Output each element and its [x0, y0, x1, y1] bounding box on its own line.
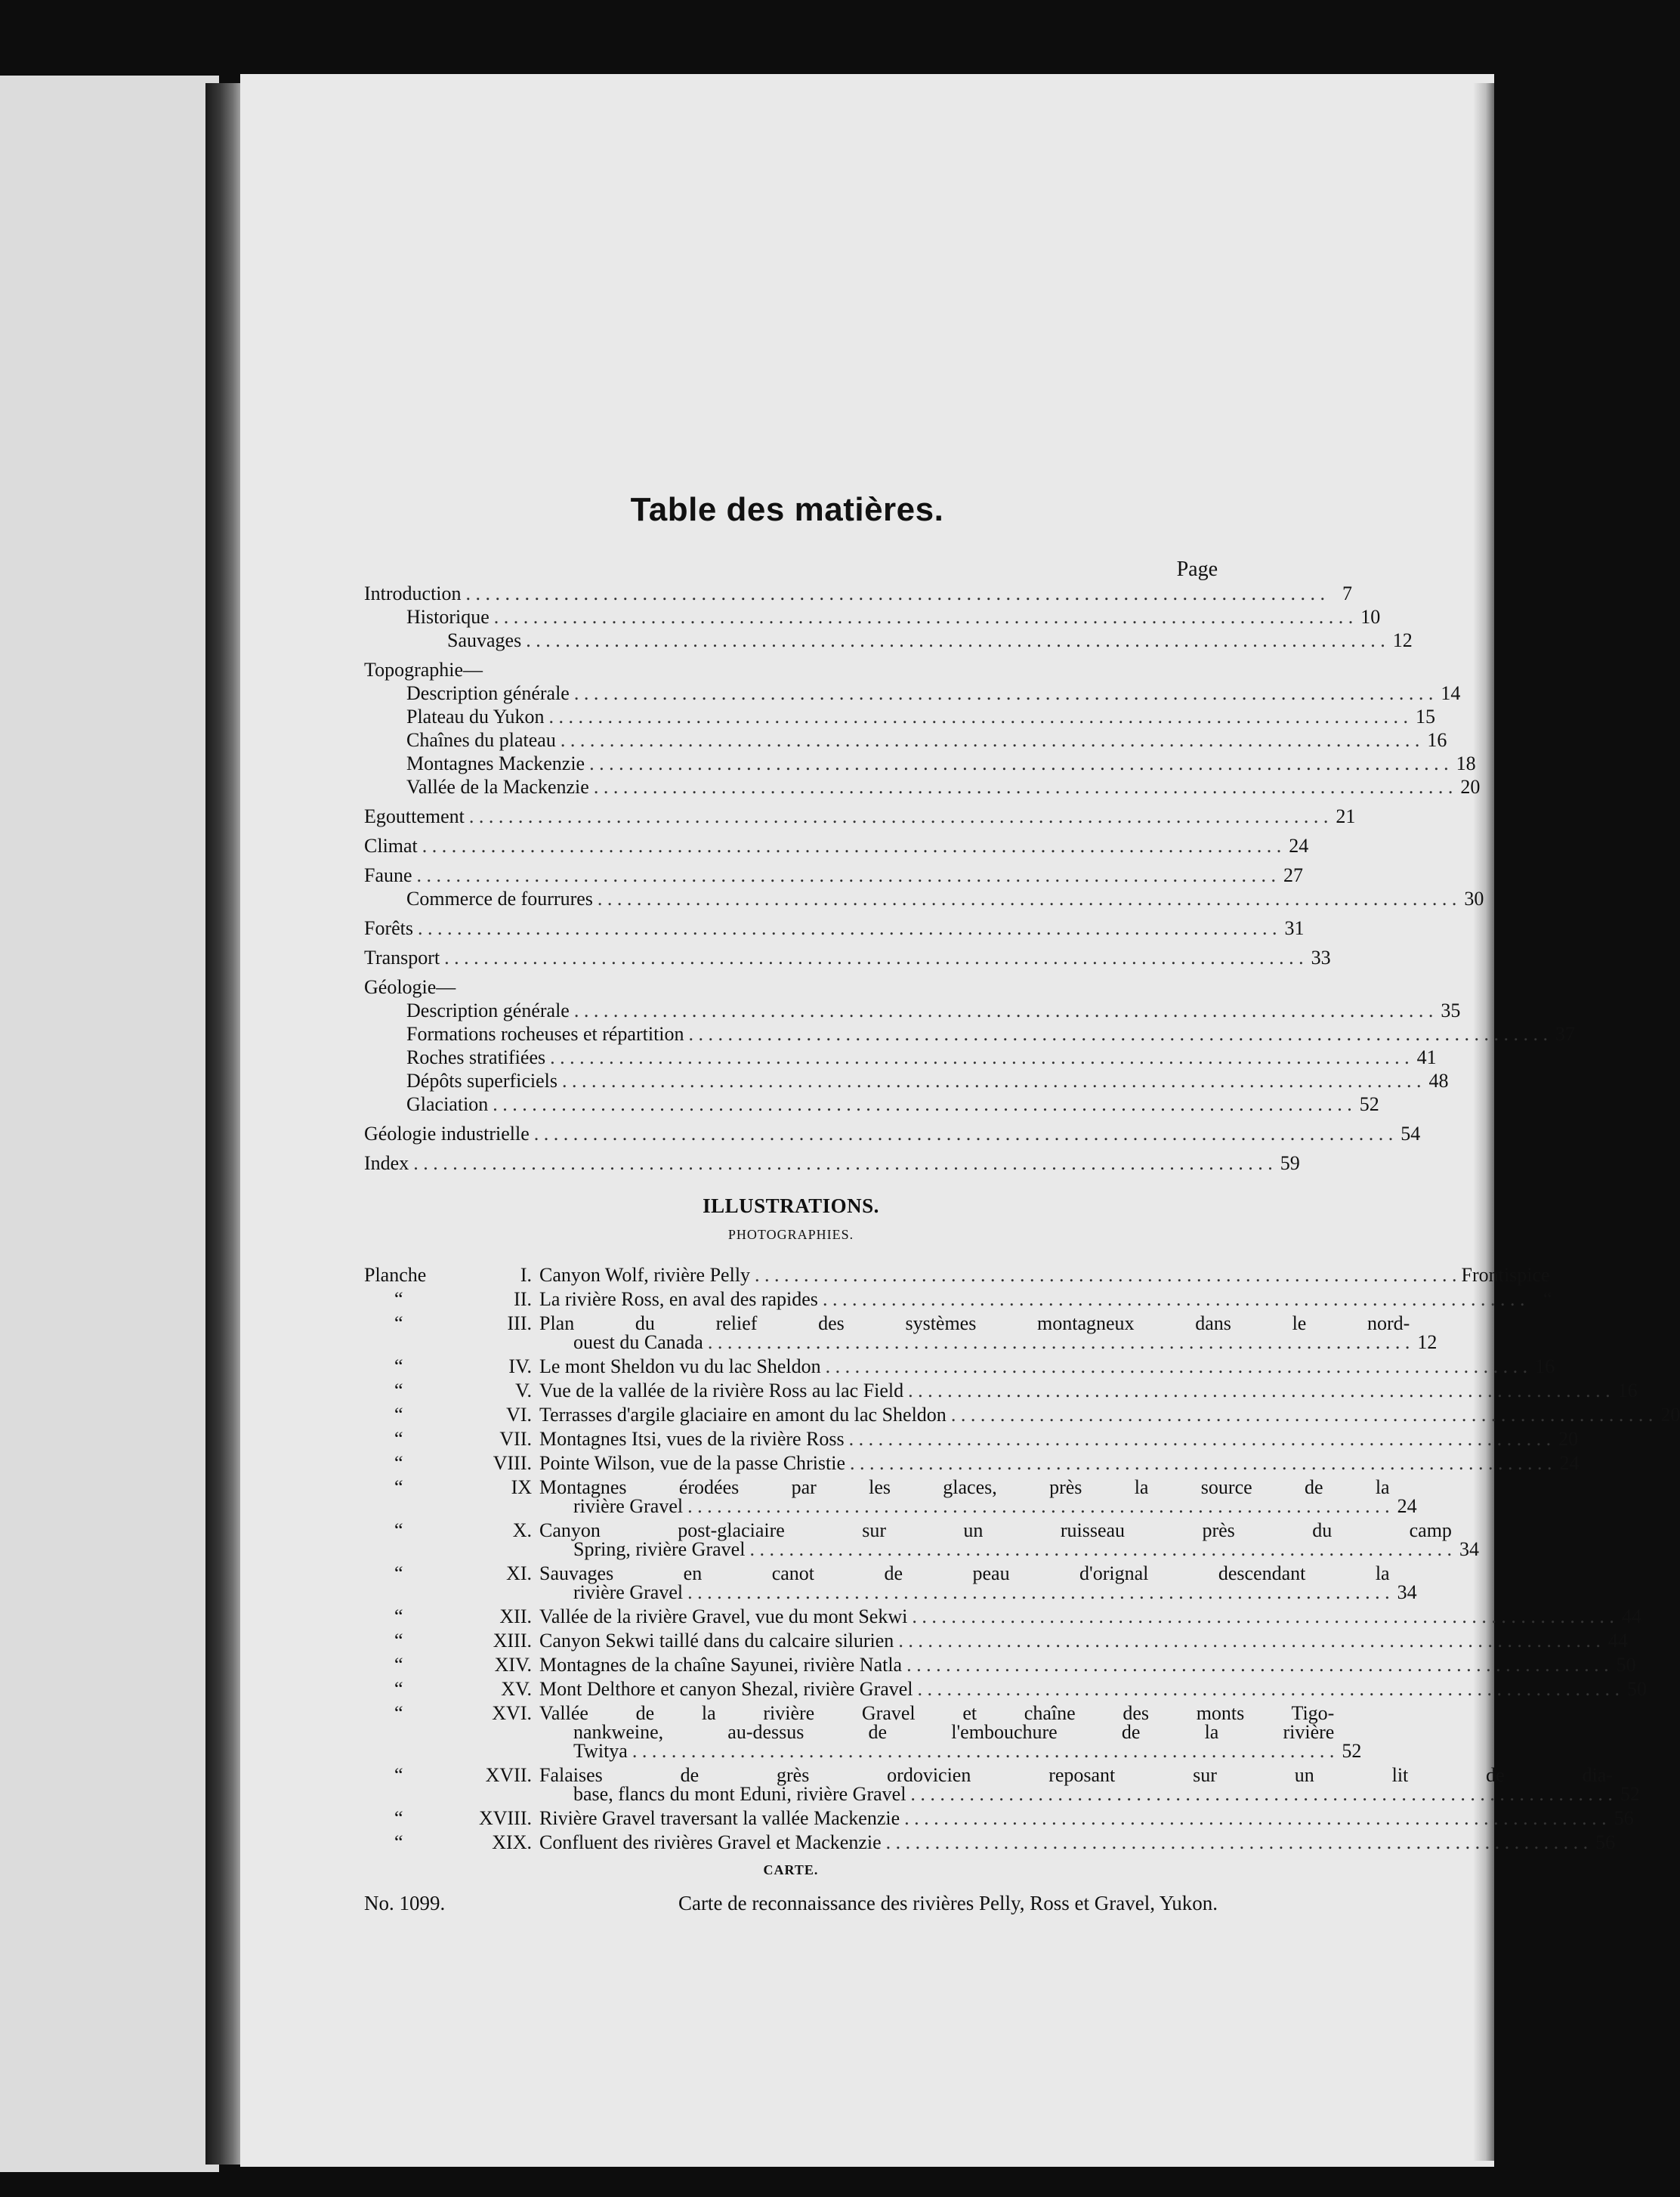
toc-entry — [364, 681, 1461, 705]
plate-caption-line — [539, 1314, 1437, 1333]
plate-number: V. — [515, 1380, 532, 1401]
plate-caption-line — [539, 1583, 1417, 1602]
table-of-contents — [364, 491, 1680, 1915]
plate-caption — [539, 1564, 1417, 1602]
toc-entry — [364, 864, 1304, 887]
plate-caption-text: Montagnes érodées par les glaces, près la source de la — [539, 1476, 1390, 1498]
illustrations-header: ILLUSTRATIONS. — [703, 1194, 879, 1217]
plate-caption-line — [539, 1333, 1437, 1352]
plate-prefix: “ — [394, 1605, 403, 1627]
plate-caption-text: Twitya — [573, 1740, 628, 1762]
plate-prefix: “ — [394, 1404, 403, 1426]
dot-leader — [589, 752, 1449, 775]
plate-page: 50 — [1627, 1678, 1648, 1700]
plate-prefix: “ — [394, 1562, 403, 1584]
spacer — [364, 1116, 1218, 1122]
toc-entry-label: Egouttement — [364, 805, 465, 827]
plate-caption — [539, 1521, 1479, 1559]
plate-caption-text: ouest du Canada — [573, 1331, 703, 1353]
plate-caption — [539, 1809, 1634, 1828]
plate-number: XIV. — [494, 1654, 532, 1676]
toc-entry-page: 18 — [1456, 752, 1476, 774]
plate-prefix: “ — [394, 1288, 403, 1310]
plate-number: III. — [507, 1312, 532, 1334]
plate-prefix: “ — [394, 1519, 403, 1541]
dot-leader — [466, 582, 1326, 605]
plate-caption-text: Vallée de la rivière Gravel et chaîne des monts Tigo- — [539, 1702, 1335, 1724]
dot-leader — [534, 1122, 1394, 1145]
plate-page: 52 — [1342, 1740, 1362, 1762]
plate-entry — [364, 1476, 1417, 1517]
toc-entry-page: 20 — [1460, 776, 1481, 798]
plate-caption-text: Montagnes de la chaîne Sayunei, rivière Natla — [539, 1654, 903, 1676]
plate-caption-line — [539, 1381, 1638, 1400]
toc-entry — [364, 775, 1481, 799]
plate-caption-text: Confluent des rivières Gravel et Mackenzie — [539, 1831, 882, 1853]
plate-caption — [539, 1478, 1417, 1516]
toc-entry-page: 24 — [1289, 835, 1309, 857]
spacer — [364, 652, 1218, 658]
plate-number: II. — [514, 1288, 532, 1310]
plate-prefix: “ — [394, 1678, 403, 1700]
plate-page: 56 — [1614, 1807, 1634, 1829]
toc-entry-label: Plateau du Yukon — [406, 706, 545, 728]
spacer — [364, 857, 1218, 864]
dot-leader — [526, 629, 1385, 652]
dot-leader — [823, 1290, 1525, 1309]
facing-page — [0, 76, 219, 2172]
dot-leader — [687, 1583, 1390, 1602]
plate-entry — [364, 1630, 1628, 1652]
dot-leader — [494, 605, 1354, 629]
plate-prefix: “ — [394, 1312, 403, 1334]
plate-entry — [364, 1404, 1680, 1426]
dot-leader — [413, 1151, 1273, 1175]
toc-entry-label: Chaînes du plateau — [406, 729, 556, 751]
plate-caption — [539, 1381, 1638, 1400]
plate-caption — [539, 1405, 1680, 1424]
plate-caption-line — [539, 1497, 1417, 1516]
plate-prefix: “ — [394, 1807, 403, 1829]
plate-number: IX — [511, 1476, 532, 1498]
plate-caption-text: Mont Delthore et canyon Shezal, rivière Gravel — [539, 1678, 913, 1700]
plate-caption-text: Montagnes Itsi, vues de la rivière Ross — [539, 1428, 845, 1450]
dot-leader — [908, 1381, 1611, 1400]
toc-entry-label: Forêts — [364, 917, 413, 939]
plate-caption-line — [539, 1540, 1479, 1559]
dot-leader — [561, 728, 1420, 752]
plate-caption-line — [539, 1405, 1680, 1424]
toc-entry-label: Transport — [364, 947, 440, 969]
dot-leader — [904, 1809, 1607, 1828]
plate-caption-line — [539, 1454, 1580, 1472]
plate-caption-line — [539, 1290, 1552, 1309]
plate-caption-line — [539, 1521, 1479, 1540]
plate-prefix: “ — [394, 1702, 403, 1724]
plate-number: XVII. — [485, 1764, 532, 1786]
toc-entry — [364, 805, 1356, 828]
plate-caption-text: Plan du relief des systèmes montagneux dans le nord- — [539, 1312, 1410, 1334]
toc-section-header: Géologie— — [364, 976, 456, 998]
toc-entry-page: 15 — [1415, 706, 1435, 728]
plate-prefix: “ — [394, 1654, 403, 1676]
toc-entry — [364, 705, 1435, 728]
plate-caption-text: Rivière Gravel traversant la vallée Mackenzie — [539, 1807, 900, 1829]
plate-entry — [364, 1831, 1616, 1853]
plate-caption — [539, 1265, 1550, 1284]
dot-leader — [850, 1454, 1552, 1472]
plate-caption-line — [539, 1784, 1640, 1803]
plate-caption-text: Canyon post-glaciaire sur un ruisseau près du camp — [539, 1519, 1452, 1541]
toc-entry — [364, 1022, 1576, 1046]
toc-entry-label: Glaciation — [406, 1093, 489, 1115]
plate-entry — [364, 1764, 1640, 1805]
plate-prefix: “ — [394, 1476, 403, 1498]
photographies-header: PHOTOGRAPHIES. — [727, 1227, 854, 1242]
toc-entry-page: 12 — [1392, 629, 1413, 651]
plate-caption-text: La rivière Ross, en aval des rapides — [539, 1288, 818, 1310]
toc-entry-page: 48 — [1428, 1070, 1449, 1092]
plate-caption-line — [539, 1766, 1640, 1784]
plate-number: IV. — [508, 1355, 532, 1377]
dot-leader — [574, 681, 1434, 705]
toc-entry — [364, 834, 1309, 857]
dot-leader — [598, 887, 1457, 910]
toc-entry-page: 21 — [1336, 805, 1356, 827]
toc-entry-page: 7 — [1342, 582, 1353, 604]
toc-entry-page: 14 — [1441, 682, 1461, 704]
plate-caption — [539, 1704, 1361, 1760]
plate-entry — [364, 1355, 1555, 1377]
plate-entry — [364, 1702, 1362, 1762]
plate-number: XII. — [499, 1605, 532, 1627]
carte-text: Carte de reconnaissance des rivières Pelly, Ross et Gravel, Yukon. — [678, 1892, 1218, 1914]
plate-caption — [539, 1631, 1628, 1650]
toc-entry-page: 33 — [1311, 947, 1331, 969]
dot-leader — [951, 1405, 1654, 1424]
plate-prefix: Planche — [364, 1264, 427, 1286]
plate-prefix: “ — [394, 1428, 403, 1450]
plate-prefix: “ — [394, 1764, 403, 1786]
plate-caption-line — [539, 1723, 1361, 1741]
page-title: Table des matières. — [630, 491, 944, 528]
plate-number: I. — [520, 1264, 532, 1286]
plate-page: 16 — [1617, 1380, 1638, 1401]
plate-entry — [364, 1380, 1638, 1401]
spacer — [364, 799, 1218, 805]
plate-page: 24 — [1397, 1495, 1417, 1517]
dot-leader — [886, 1833, 1589, 1852]
plate-prefix: “ — [394, 1380, 403, 1401]
plate-page: 56 — [1595, 1831, 1616, 1853]
plate-page: 12 — [1417, 1331, 1438, 1353]
plate-caption-line — [539, 1655, 1636, 1674]
toc-entry — [364, 1151, 1300, 1175]
plate-entry — [364, 1678, 1648, 1700]
dot-leader — [755, 1265, 1457, 1284]
plate-number: XIX. — [492, 1831, 532, 1853]
toc-entry-label: Introduction — [364, 582, 462, 604]
plate-entry — [364, 1562, 1417, 1603]
plate-entry — [364, 1654, 1636, 1676]
plate-caption — [539, 1314, 1437, 1352]
dot-leader — [548, 705, 1408, 728]
plate-page: 20 — [1660, 1404, 1680, 1426]
plate-caption — [539, 1454, 1580, 1472]
plate-caption — [539, 1357, 1555, 1376]
plate-prefix: “ — [394, 1630, 403, 1652]
spacer — [364, 969, 1218, 975]
plate-entry — [364, 1288, 1552, 1310]
dot-leader — [918, 1679, 1620, 1698]
plate-number: VI. — [506, 1404, 532, 1426]
plate-number: XVI. — [492, 1702, 532, 1724]
dot-leader — [826, 1357, 1528, 1376]
toc-entry-label: Commerce de fourrures — [406, 888, 593, 910]
plate-caption-text: nankweine, au-dessus de l'embouchure de la rivière — [573, 1721, 1335, 1743]
page-column-header: Page — [1176, 558, 1218, 581]
plate-prefix: “ — [394, 1831, 403, 1853]
toc-entry-page: 35 — [1441, 1000, 1461, 1021]
plate-caption — [539, 1607, 1641, 1626]
plate-entry — [364, 1605, 1641, 1627]
toc-entry — [364, 629, 1413, 652]
toc-entry-page: 16 — [1427, 729, 1447, 751]
plate-number: XV. — [501, 1678, 532, 1700]
plate-caption-text: Terrasses d'argile glaciaire en amont du lac Sheldon — [539, 1404, 947, 1426]
plate-caption-line — [539, 1631, 1628, 1650]
spacer — [364, 910, 1218, 916]
plate-caption-text: rivière Gravel — [573, 1581, 684, 1603]
plate-page: 34 — [1459, 1538, 1479, 1560]
toc-entry — [364, 582, 1353, 605]
plate-caption-text: Vallée de la rivière Gravel, vue du mont Sekwi — [539, 1605, 908, 1627]
plate-caption-text: Vue de la vallée de la rivière Ross au lac Field — [539, 1380, 904, 1401]
dot-leader — [444, 946, 1304, 969]
carte-header: CARTE. — [763, 1862, 819, 1877]
toc-entry-label: Historique — [406, 606, 489, 628]
plate-caption-line — [539, 1607, 1641, 1626]
plate-caption-text: Canyon Wolf, rivière Pelly — [539, 1264, 751, 1286]
toc-entry-label: Faune — [364, 864, 412, 886]
plate-number: XVIII. — [478, 1807, 532, 1829]
toc-list — [364, 582, 1576, 1175]
plate-number: VII. — [499, 1428, 532, 1450]
toc-entry-label: Description générale — [406, 682, 570, 704]
plate-page: “ — [1543, 1288, 1552, 1310]
plate-caption-text: rivière Gravel — [573, 1495, 684, 1517]
plate-entry — [364, 1312, 1438, 1353]
plate-entry — [364, 1452, 1580, 1474]
toc-entry-page: 27 — [1283, 864, 1304, 886]
plate-caption-text: Pointe Wilson, vue de la passe Christie — [539, 1452, 846, 1474]
dot-leader — [550, 1046, 1410, 1069]
plate-caption-text: Le mont Sheldon vu du lac Sheldon — [539, 1355, 821, 1377]
dot-leader — [906, 1655, 1609, 1674]
plate-caption — [539, 1679, 1647, 1698]
toc-entry-label: Vallée de la Mackenzie — [406, 776, 589, 798]
plate-page: 52 — [1620, 1783, 1640, 1805]
dot-leader — [708, 1333, 1410, 1352]
plate-caption-line — [539, 1679, 1647, 1698]
plate-caption-text: Falaises de grès ordovicien reposant sur un lit de dia- — [539, 1764, 1613, 1786]
spacer — [364, 828, 1218, 834]
dot-leader — [749, 1540, 1452, 1559]
dot-leader — [418, 916, 1277, 940]
toc-entry — [364, 999, 1461, 1022]
spacer — [364, 940, 1218, 946]
toc-entry-label: Géologie industrielle — [364, 1123, 530, 1145]
plate-caption — [539, 1833, 1615, 1852]
toc-entry — [364, 1069, 1449, 1092]
plate-page: 20 — [1558, 1428, 1579, 1450]
plate-caption-line — [539, 1741, 1361, 1760]
dot-leader — [898, 1631, 1601, 1650]
plate-caption-text: Sauvages en canot de peau d'orignal descendant la — [539, 1562, 1390, 1584]
plate-caption-text: Spring, rivière Gravel — [573, 1538, 746, 1560]
plate-caption — [539, 1290, 1552, 1309]
plate-caption — [539, 1655, 1636, 1674]
plate-page: Frontispice — [1461, 1264, 1550, 1286]
plate-prefix: “ — [394, 1452, 403, 1474]
dot-leader — [849, 1429, 1552, 1448]
toc-entry-label: Description générale — [406, 1000, 570, 1021]
dot-leader — [594, 775, 1453, 799]
toc-entry — [364, 1092, 1379, 1116]
toc-entry — [364, 752, 1476, 775]
toc-section-header: Topographie— — [364, 659, 483, 681]
toc-entry-page: 31 — [1284, 917, 1305, 939]
toc-entry-page: 54 — [1401, 1123, 1421, 1145]
toc-entry-page: 30 — [1464, 888, 1484, 910]
plate-caption — [539, 1429, 1578, 1448]
toc-entry-page: 41 — [1416, 1046, 1437, 1068]
toc-entry-page: 10 — [1360, 606, 1381, 628]
plate-caption-line — [539, 1833, 1615, 1852]
plate-entry — [364, 1428, 1579, 1450]
plate-page: 44 — [1607, 1630, 1628, 1652]
toc-entry — [364, 916, 1305, 940]
dot-leader — [417, 864, 1277, 887]
toc-entry-label: Climat — [364, 835, 418, 857]
plate-page: 50 — [1616, 1654, 1636, 1676]
plate-number: X. — [512, 1519, 532, 1541]
toc-entry-label: Sauvages — [447, 629, 522, 651]
plate-caption-line — [539, 1357, 1555, 1376]
plate-caption-line — [539, 1478, 1417, 1497]
plate-number: XIII. — [493, 1630, 532, 1652]
plate-entry — [364, 1519, 1479, 1560]
plate-caption — [539, 1766, 1640, 1803]
toc-entry — [364, 1046, 1437, 1069]
dot-leader — [493, 1092, 1352, 1116]
dot-leader — [422, 834, 1282, 857]
carte-number: No. 1099. — [364, 1892, 446, 1914]
dot-leader — [574, 999, 1434, 1022]
toc-entry-page: 37 — [1555, 1023, 1576, 1045]
spacer — [364, 1145, 1218, 1151]
dot-leader — [910, 1784, 1613, 1803]
plate-number: XI. — [506, 1562, 532, 1584]
plate-page: 44 — [1621, 1605, 1641, 1627]
plate-caption-line — [539, 1564, 1417, 1583]
plate-caption-line — [539, 1809, 1634, 1828]
dot-leader — [469, 805, 1329, 828]
plate-page: 16 — [1535, 1355, 1555, 1377]
plate-page: 34 — [1397, 1581, 1417, 1603]
plate-prefix: “ — [394, 1355, 403, 1377]
toc-entry-page: 59 — [1280, 1152, 1300, 1174]
toc-entry — [364, 1122, 1421, 1145]
toc-entry-label: Index — [364, 1152, 409, 1174]
toc-entry — [364, 887, 1484, 910]
toc-entry-label: Roches stratifiées — [406, 1046, 546, 1068]
toc-entry-label: Dépôts superficiels — [406, 1070, 558, 1092]
dot-leader — [912, 1607, 1614, 1626]
dot-leader — [632, 1741, 1335, 1760]
toc-entry-page: 52 — [1359, 1093, 1379, 1115]
toc-entry — [364, 605, 1381, 629]
plate-page: 24 — [1559, 1452, 1580, 1474]
plates-list — [364, 1264, 1680, 1853]
dot-leader — [689, 1022, 1549, 1046]
dot-leader — [562, 1069, 1422, 1092]
plate-caption-line — [539, 1429, 1578, 1448]
toc-entry-label: Montagnes Mackenzie — [406, 752, 585, 774]
plate-entry — [364, 1807, 1634, 1829]
plate-number: VIII. — [493, 1452, 532, 1474]
dot-leader — [687, 1497, 1390, 1516]
plate-caption-text: base, flancs du mont Eduni, rivière Gravel — [573, 1783, 906, 1805]
book-spine — [205, 83, 242, 2165]
plate-caption-line — [539, 1265, 1550, 1284]
toc-entry-label: Formations rocheuses et répartition — [406, 1023, 684, 1045]
plate-caption-text: Canyon Sekwi taillé dans du calcaire silurien — [539, 1630, 894, 1652]
plate-entry — [364, 1264, 1550, 1286]
plate-caption-line — [539, 1704, 1361, 1723]
toc-entry — [364, 946, 1331, 969]
toc-entry — [364, 728, 1447, 752]
carte-entry — [364, 1892, 1218, 1915]
